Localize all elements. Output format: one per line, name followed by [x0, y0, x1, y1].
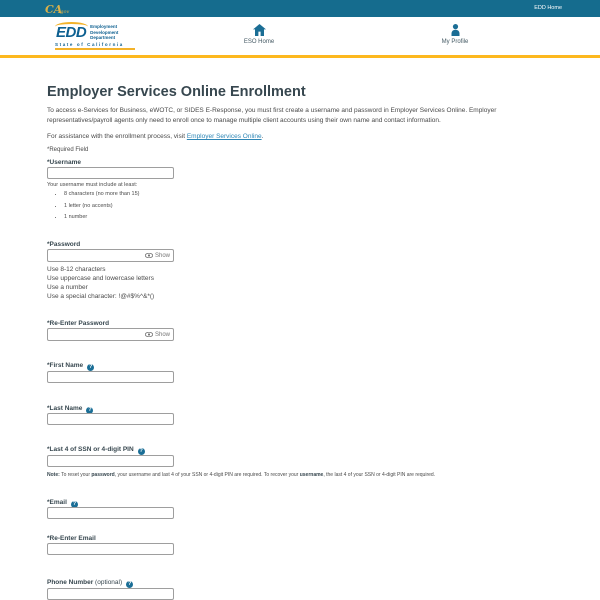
phone-input[interactable]	[47, 588, 174, 600]
first-name-label	[47, 362, 94, 371]
username-rule: • 1 letter (no accents)	[64, 203, 140, 209]
help-icon[interactable]: ?	[127, 581, 132, 587]
phone-optional-text: (optional)	[95, 579, 123, 586]
phone-label	[47, 579, 133, 588]
username-label: *Username	[47, 159, 81, 166]
main-content	[47, 58, 557, 600]
first-name-label-text: *First Name	[47, 362, 84, 369]
nav-eso-home[interactable]	[224, 24, 294, 45]
edd-home-link[interactable]: EDD Home	[534, 5, 562, 11]
ssn-pin-label	[47, 446, 145, 455]
eye-icon	[145, 253, 153, 258]
first-name-input[interactable]	[47, 371, 174, 383]
home-icon	[253, 24, 266, 36]
person-icon	[450, 24, 461, 36]
password-rule: Use 8-12 characters	[47, 266, 106, 273]
password-rule: Use a special character: !@#$%^&*()	[47, 293, 155, 300]
username-input[interactable]	[47, 167, 174, 179]
edd-logo-line3: Department	[90, 35, 116, 40]
note-bold: password	[91, 472, 115, 478]
note-text: , the last 4 of your SSN or 4-digit PIN are required.	[323, 472, 436, 478]
intro-paragraph: To access e-Services for Business, eWOTC, or SIDES E-Response, you must first create a username and password in Employer Services Online. Employer representatives/payroll agents only need to enroll once to manage multiple client accounts using their own name and contact information.	[47, 107, 497, 124]
nav-eso-home-label: ESO Home	[243, 39, 275, 45]
reenter-password-input[interactable]	[48, 329, 145, 340]
employer-services-online-link[interactable]: Employer Services Online	[186, 133, 262, 140]
edd-logo-line1: Employment	[90, 24, 118, 29]
help-icon[interactable]: ?	[88, 364, 93, 370]
note-text: , your username and last 4 of your SSN or 4-digit PIN are required. To recover your	[114, 472, 300, 478]
edd-logo-line2: Development	[90, 29, 119, 35]
last-name-input[interactable]	[47, 413, 174, 425]
ssn-pin-label-text: *Last 4 of SSN or 4-digit PIN	[47, 446, 134, 453]
note-label: Note:	[47, 472, 60, 478]
password-input[interactable]	[48, 250, 145, 261]
reenter-password-label: *Re-Enter Password	[47, 320, 110, 327]
password-show-button[interactable]	[145, 253, 173, 259]
ca-gov-logo[interactable]	[45, 0, 69, 16]
assistance-line	[47, 132, 263, 142]
email-label-text: *Email	[47, 499, 67, 506]
nav-my-profile-label: My Profile	[441, 39, 469, 45]
reenter-password-field	[47, 328, 174, 341]
edd-logo-state: State of California	[55, 42, 135, 50]
nav-my-profile[interactable]	[420, 24, 490, 45]
edd-logo[interactable]	[55, 22, 135, 50]
eye-icon	[145, 332, 153, 337]
phone-label-text: Phone Number	[47, 579, 96, 586]
username-rules-list	[47, 191, 140, 226]
last-name-label-text: *Last Name	[47, 405, 83, 412]
note-text: To reset your	[59, 472, 92, 478]
password-rule: Use a number	[47, 284, 88, 291]
username-rule: • 8 characters (no more than 15)	[64, 191, 140, 197]
email-input[interactable]	[47, 507, 174, 519]
reenter-password-show-label: Show	[154, 331, 170, 338]
reenter-email-label: *Re-Enter Email	[47, 535, 96, 542]
page-title: Employer Services Online Enrollment	[47, 84, 306, 100]
password-rules	[47, 265, 154, 301]
reenter-email-input[interactable]	[47, 543, 174, 555]
ca-gov-logo-gov: gov	[60, 9, 70, 15]
password-rule: Use uppercase and lowercase letters	[47, 275, 154, 282]
assistance-suffix: .	[261, 133, 264, 140]
password-show-label: Show	[154, 252, 170, 259]
password-field	[47, 249, 174, 262]
assistance-prefix: For assistance with the enrollment process, visit	[47, 133, 187, 140]
help-icon[interactable]: ?	[72, 501, 77, 507]
ssn-pin-input[interactable]	[47, 455, 174, 467]
ssn-note	[47, 472, 557, 479]
username-rule: • 1 number	[64, 214, 140, 220]
note-bold: username	[299, 472, 324, 478]
username-hint: Your username must include at least:	[47, 182, 138, 188]
help-icon[interactable]: ?	[88, 407, 92, 413]
edd-logo-acronym: EDD	[56, 24, 87, 41]
password-label: *Password	[47, 241, 81, 248]
ca-gov-logo-ca: CA	[45, 3, 63, 16]
site-header	[0, 17, 600, 58]
required-field-note: *Required Field	[47, 147, 89, 153]
edd-logo-text	[90, 24, 118, 41]
reenter-password-show-button[interactable]	[145, 332, 173, 338]
help-icon[interactable]: ?	[139, 448, 143, 454]
top-utility-bar	[0, 0, 600, 17]
